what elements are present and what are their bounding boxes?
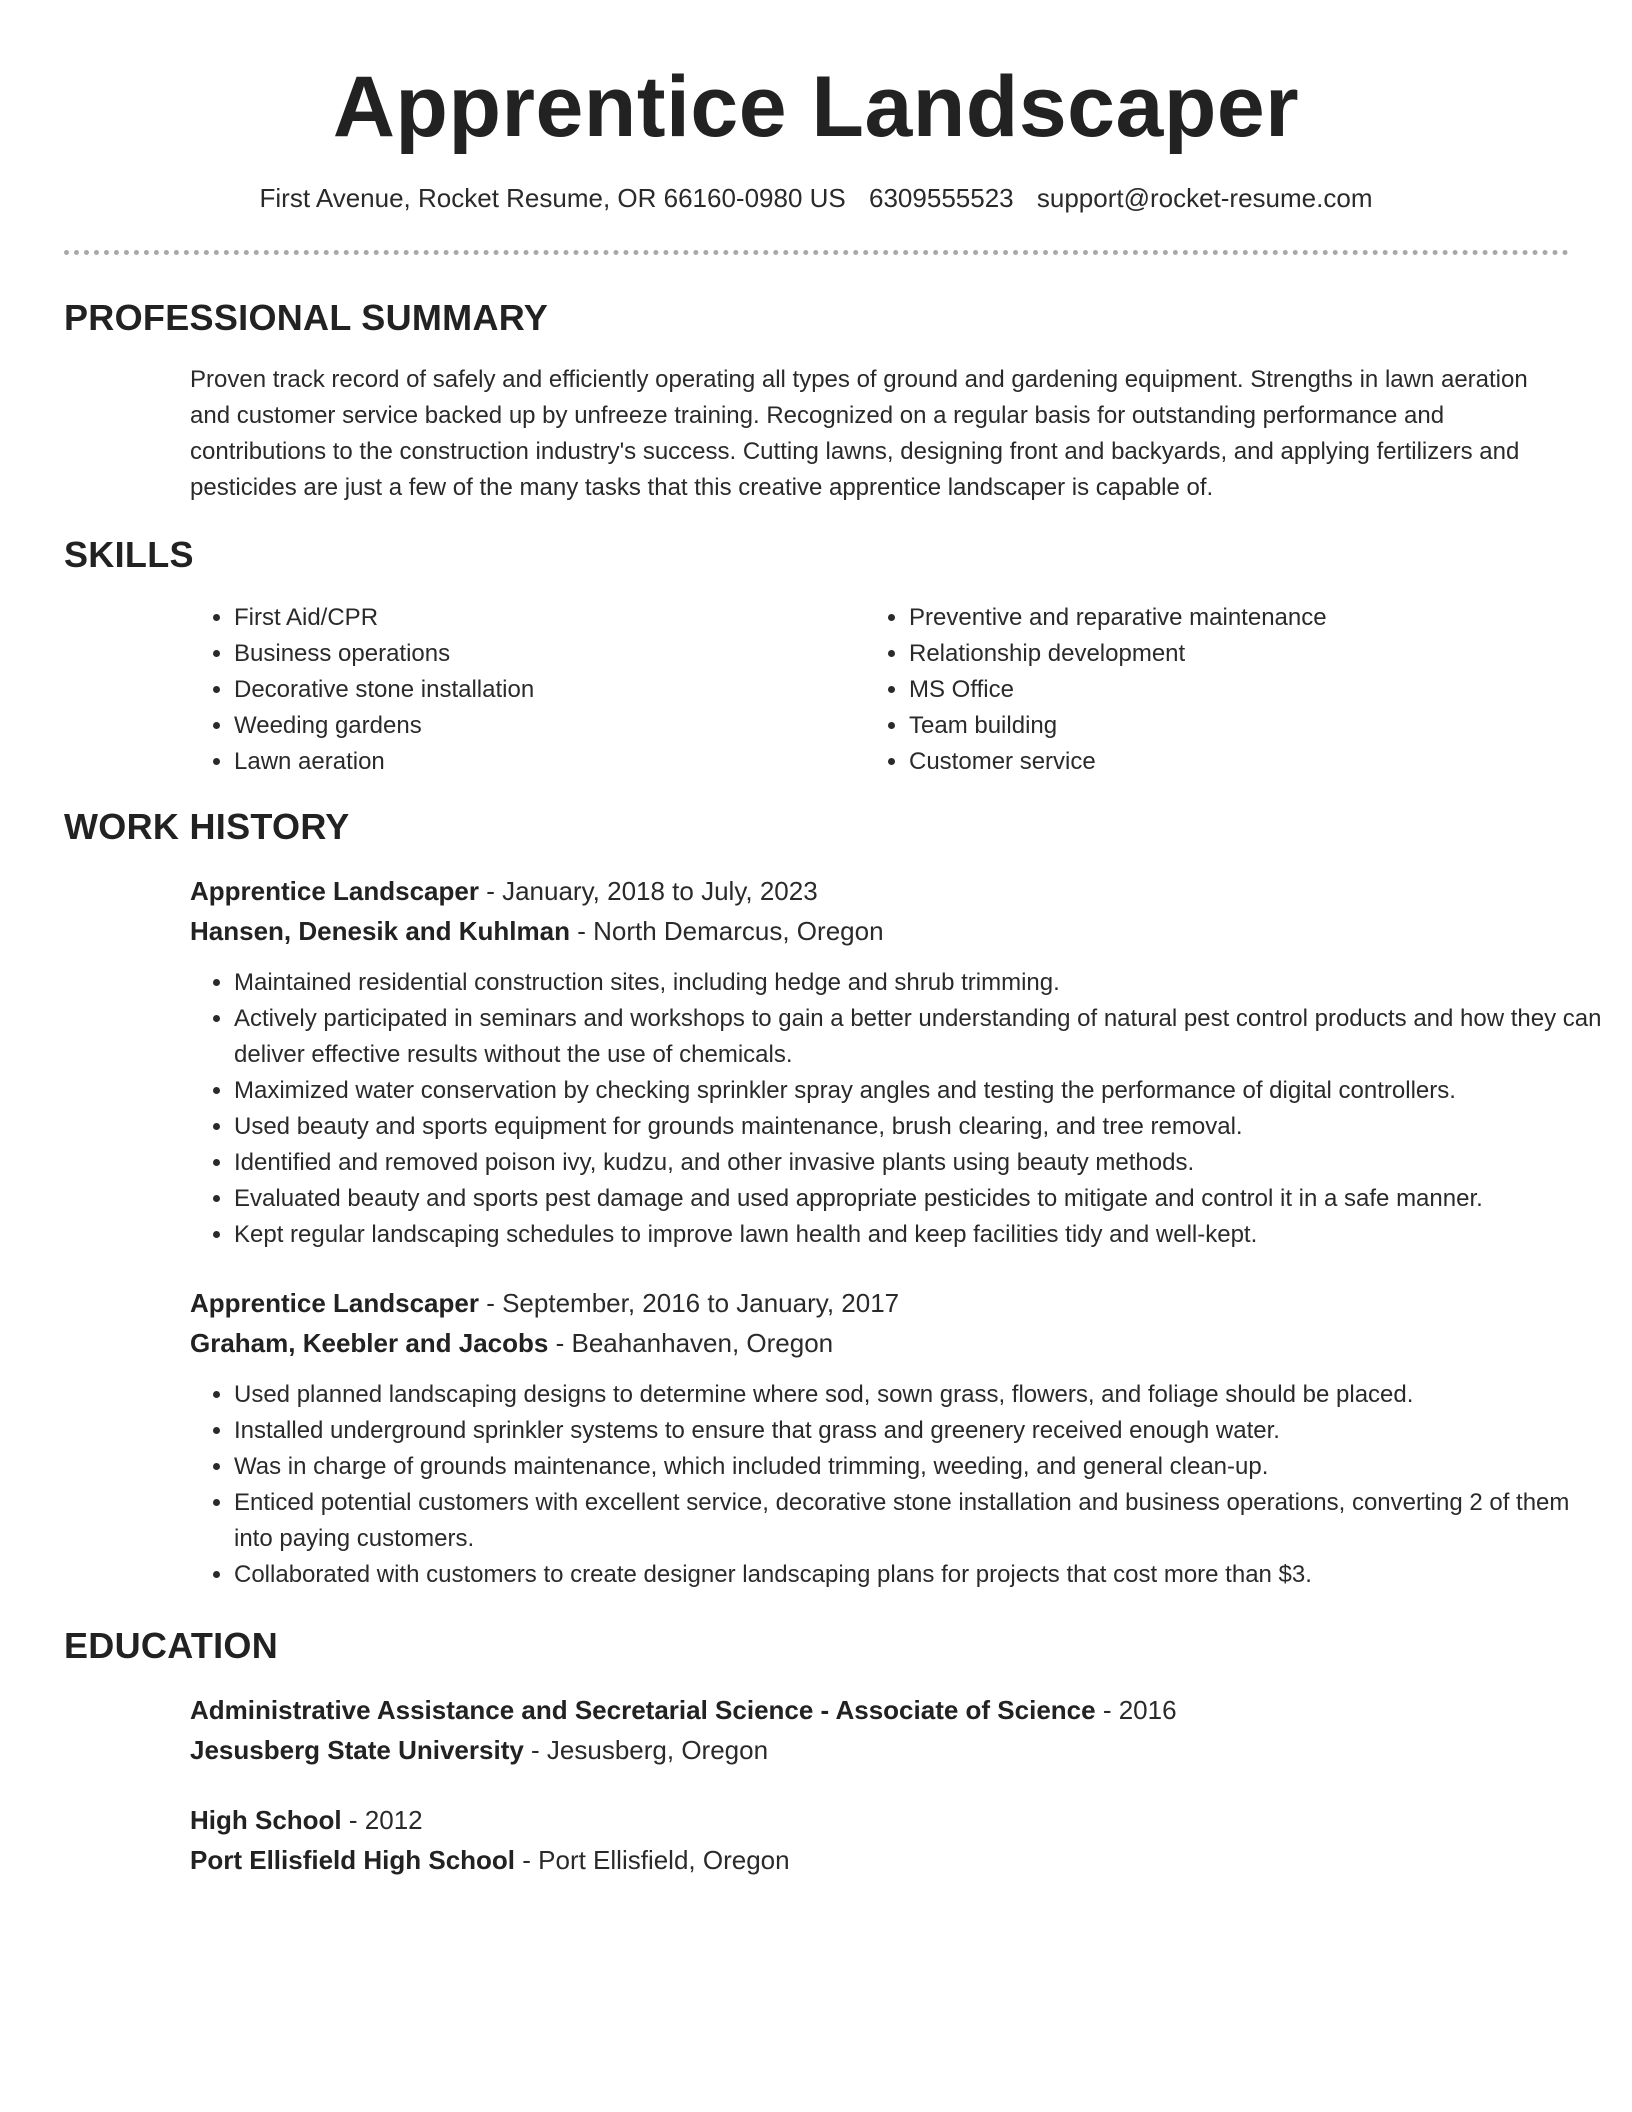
candidate-name: Apprentice Landscaper xyxy=(332,59,1300,155)
job-company: Hansen, Denesik and Kuhlman xyxy=(190,916,570,946)
degree-name: Administrative Assistance and Secretarial Science - Associate of Science xyxy=(190,1695,1096,1725)
school-name: Jesusberg State University xyxy=(190,1735,524,1765)
address-text: First Avenue, Rocket Resume, OR 66160-0980 US xyxy=(259,183,846,213)
skill-item: • Relationship development xyxy=(909,636,1609,672)
phone-text: 6309555523 xyxy=(869,183,1014,213)
school-location: - Port Ellisfield, Oregon xyxy=(515,1845,790,1875)
job-role: Apprentice Landscaper xyxy=(190,1288,479,1318)
job-bullets xyxy=(190,965,1614,1253)
job-dates: - September, 2016 to January, 2017 xyxy=(478,1288,900,1318)
job-bullet: • Used planned landscaping designs to determine where sod, sown grass, flowers, and foliage should be placed. xyxy=(234,1377,1614,1413)
school-line xyxy=(190,1730,1570,1770)
degree-line xyxy=(190,1690,1570,1730)
skill-item: • Team building xyxy=(909,708,1609,744)
job-company: Graham, Keebler and Jacobs xyxy=(190,1328,549,1358)
job-bullets xyxy=(190,1377,1614,1593)
job-company-line xyxy=(190,911,1570,951)
degree-year: - 2012 xyxy=(341,1805,423,1835)
email-link[interactable]: support@rocket-resume.com xyxy=(1036,183,1373,213)
school-location: - Jesusberg, Oregon xyxy=(523,1735,769,1765)
job-bullet: • Actively participated in seminars and workshops to gain a better understanding of natural pest control products and how they can deliver effective results without the use of chemicals. xyxy=(234,1001,1614,1073)
job-bullet: • Collaborated with customers to create designer landscaping plans for projects that cost more than $3. xyxy=(234,1557,1614,1593)
job-bullet: • Maintained residential construction sites, including hedge and shrub trimming. xyxy=(234,965,1614,1001)
skill-item: • First Aid/CPR xyxy=(234,600,854,636)
job-bullet: • Enticed potential customers with excellent service, decorative stone installation and business operations, converting 2 of them into paying customers. xyxy=(234,1485,1614,1557)
job-location: - North Demarcus, Oregon xyxy=(569,916,884,946)
contact-line xyxy=(0,180,1632,216)
summary-heading: PROFESSIONAL SUMMARY xyxy=(64,297,549,338)
job-bullet: • Maximized water conservation by checking sprinkler spray angles and testing the performance of digital controllers. xyxy=(234,1073,1614,1109)
job-bullet: • Installed underground sprinkler systems to ensure that grass and greenery received enough water. xyxy=(234,1413,1614,1449)
education-heading: EDUCATION xyxy=(64,1625,279,1666)
job-dates: - January, 2018 to July, 2023 xyxy=(478,876,818,906)
summary-text: Proven track record of safely and efficiently operating all types of ground and gardening equipment. Strengths in lawn aeration and customer service backed up by unfreeze training. Recognized on a regular basis for outstanding performance and contributions to the construction industry's success. Cutting lawns, designing front and backyards, and applying fertilizers and pesticides are just a few of the many tasks that this creative apprentice landscaper is capable of. xyxy=(190,366,1528,501)
job-company-line xyxy=(190,1323,1570,1363)
degree-year: - 2016 xyxy=(1095,1695,1177,1725)
school-name: Port Ellisfield High School xyxy=(190,1845,516,1875)
school-line xyxy=(190,1840,1570,1880)
header-divider xyxy=(64,250,1569,255)
skill-item: • Business operations xyxy=(234,636,854,672)
job-bullet: • Identified and removed poison ivy, kudzu, and other invasive plants using beauty methods. xyxy=(234,1145,1614,1181)
job-bullet: • Used beauty and sports equipment for grounds maintenance, brush clearing, and tree removal. xyxy=(234,1109,1614,1145)
job-role: Apprentice Landscaper xyxy=(190,876,479,906)
job-title-line xyxy=(190,1283,1570,1323)
skill-item: • Decorative stone installation xyxy=(234,672,854,708)
job-location: - Beahanhaven, Oregon xyxy=(548,1328,834,1358)
skills-list-right xyxy=(865,600,1609,780)
skill-item: • Weeding gardens xyxy=(234,708,854,744)
job-bullet: • Kept regular landscaping schedules to improve lawn health and keep facilities tidy and well-kept. xyxy=(234,1217,1614,1253)
work-heading: WORK HISTORY xyxy=(64,806,350,847)
skill-item: • MS Office xyxy=(909,672,1609,708)
skill-item: • Customer service xyxy=(909,744,1609,780)
degree-line xyxy=(190,1800,1570,1840)
job-bullet: • Was in charge of grounds maintenance, which included trimming, weeding, and general clean-up. xyxy=(234,1449,1614,1485)
degree-name: High School xyxy=(190,1805,342,1835)
skills-heading: SKILLS xyxy=(64,534,194,575)
skill-item: • Preventive and reparative maintenance xyxy=(909,600,1609,636)
job-bullet: • Evaluated beauty and sports pest damage and used appropriate pesticides to mitigate and control it in a safe manner. xyxy=(234,1181,1614,1217)
job-title-line xyxy=(190,871,1570,911)
skill-item: • Lawn aeration xyxy=(234,744,854,780)
skills-list-left xyxy=(190,600,854,780)
